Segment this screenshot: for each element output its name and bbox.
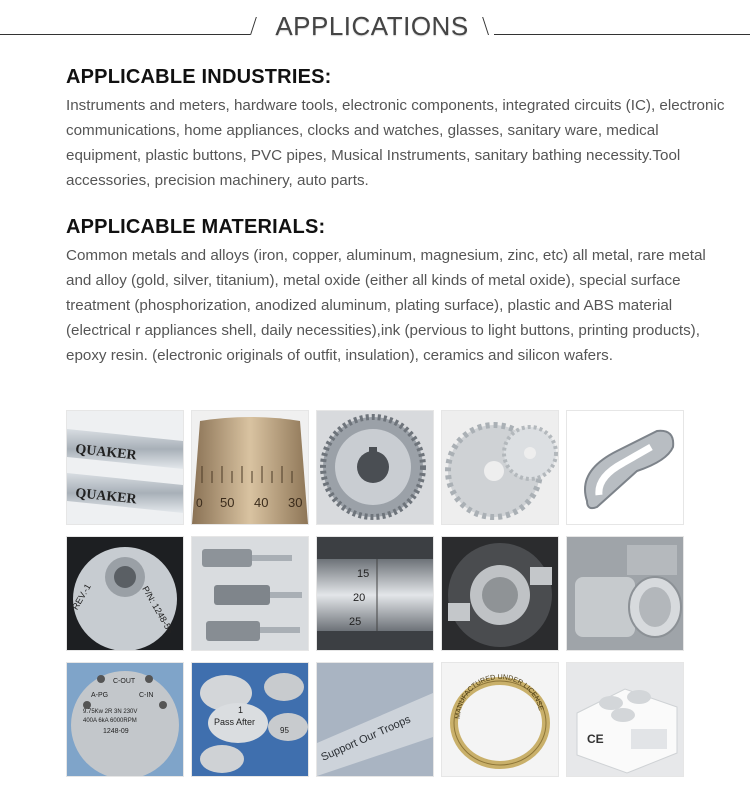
c-out-text: C-OUT: [113, 678, 136, 685]
scale-label-50: 50: [220, 495, 235, 510]
spec-line-1: 9.75Kw 2R 3N 230V: [83, 709, 138, 715]
header-slash-left: [250, 17, 257, 35]
spec-line-2: 400A 6kA 6000RPM: [83, 718, 137, 724]
carabiner-photo: [566, 410, 684, 525]
brass-scale-photo: [191, 410, 309, 525]
spec-line-3: 1248-09: [103, 728, 129, 735]
knife-engraving-photo: [316, 662, 434, 777]
troops-engraving: Support Our Troops: [319, 713, 413, 764]
metal-tokens-photo: [191, 662, 309, 777]
pass-after-text: Pass After: [214, 717, 256, 727]
scale-label-0: 0: [196, 496, 203, 510]
micro-25: 25: [349, 616, 362, 628]
quaker-label-photo: [66, 410, 184, 525]
materials-section: [66, 216, 726, 368]
header-rule-left: [0, 34, 250, 35]
part-number-text: P/N: 1248-55: [140, 584, 176, 636]
section-header: [0, 0, 750, 50]
ce-mark: CE: [587, 732, 604, 746]
token-number-95: 95: [280, 726, 289, 735]
gold-ring-photo: [441, 662, 559, 777]
scale-label-30: 30: [288, 495, 303, 510]
industries-text: Instruments and meters, hardware tools, electronic components, integrated circuits (IC), electronic communications, home appliances, clocks and watches, glasses, sanitary ware, medical equipment, plastic buttons, PVC pipes, Musical Instruments, sanitary bathing necessity.Tool accessories, precision machinery, auto parts.: [66, 97, 725, 189]
ring-engraving: MANUFACTURED UNDER LICENSE: [454, 673, 545, 720]
gear-disc-photo: [316, 410, 434, 525]
header-slash-right: [482, 17, 489, 35]
injector-nozzles-photo: [191, 536, 309, 651]
cutter-head-photo: [441, 536, 559, 651]
quaker-text-1: QUAKER: [74, 442, 138, 464]
micro-15: 15: [357, 568, 370, 580]
token-number-1: 1: [238, 705, 244, 715]
c-in-text: C-IN: [139, 692, 154, 699]
micro-20: 20: [353, 592, 366, 604]
quaker-text-2: QUAKER: [74, 486, 138, 508]
steel-cylinders-photo: [566, 536, 684, 651]
header-rule-right: [494, 34, 750, 35]
ceramic-part-photo: [566, 662, 684, 777]
a-pg-text: A-PG: [91, 692, 109, 699]
motor-plate-photo: [66, 662, 184, 777]
page-title: APPLICATIONS: [275, 11, 469, 41]
materials-heading: APPLICABLE MATERIALS:: [66, 216, 326, 238]
rev-text: REV.-1: [70, 582, 93, 612]
scale-label-40: 40: [254, 495, 269, 510]
materials-text: Common metals and alloys (iron, copper, aluminum, magnesium, zinc, etc) all metal, rare metal and alloy (gold, silver, titanium), metal oxide (either all kinds of metal oxide), special surface treatment (phosphorization, anodized aluminum, plating surface), plastic and ABS material (electrical r appliances shell, daily necessities),ink (pervious to light buttons, printing products), epoxy resin. (electronic originals of outfit, insulation), ceramics and silicon wafers.: [66, 247, 706, 364]
industries-section: [66, 66, 726, 193]
industries-heading: APPLICABLE INDUSTRIES:: [66, 66, 332, 88]
saw-blade-photo: [441, 410, 559, 525]
flange-part-photo: [66, 536, 184, 651]
micrometer-photo: [316, 536, 434, 651]
